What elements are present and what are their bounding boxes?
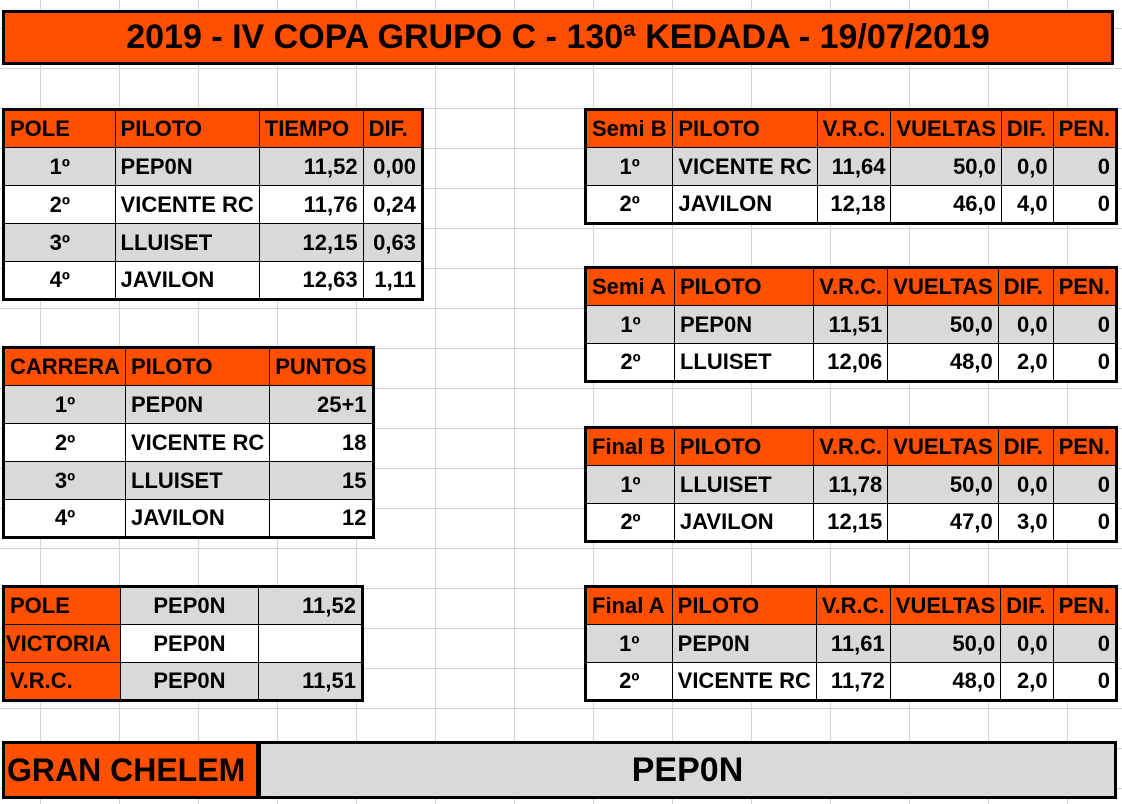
points-cell: 25+1	[270, 386, 373, 424]
vrc-cell: 12,18	[817, 186, 891, 224]
position-cell: 1º	[586, 466, 675, 504]
diff-cell: 0,0	[998, 306, 1053, 344]
vrc-cell: 11,78	[814, 466, 888, 504]
pole-header-label: POLE	[4, 110, 116, 148]
pole-header-tiempo: TIEMPO	[259, 110, 363, 148]
diff-cell: 0,0	[1001, 148, 1053, 186]
table-row	[4, 262, 423, 300]
table-row	[586, 344, 1117, 382]
final-a-header-vueltas: VUELTAS	[890, 587, 1000, 625]
final-b-header-piloto: PILOTO	[674, 428, 813, 466]
position-cell: 3º	[4, 462, 126, 500]
position-cell: 1º	[4, 148, 116, 186]
penalty-cell: 0	[1053, 504, 1116, 542]
summary-value: 11,52	[259, 587, 363, 625]
final-b-header-vueltas: VUELTAS	[888, 428, 998, 466]
semi-b-header-vrc: V.R.C.	[817, 110, 891, 148]
table-row	[586, 186, 1117, 224]
semi-a-header-label: Semi A	[586, 268, 675, 306]
final-b-header-label: Final B	[586, 428, 675, 466]
position-cell: 2º	[586, 186, 673, 224]
position-cell: 2º	[4, 186, 116, 224]
driver-cell: LLUISET	[674, 466, 813, 504]
position-cell: 1º	[586, 306, 675, 344]
race-header-piloto: PILOTO	[126, 348, 270, 386]
position-cell: 1º	[4, 386, 126, 424]
penalty-cell: 0	[1053, 306, 1116, 344]
table-row	[586, 504, 1117, 542]
semi-a-header-piloto: PILOTO	[674, 268, 813, 306]
driver-cell: JAVILON	[673, 186, 817, 224]
points-cell: 18	[270, 424, 373, 462]
final-b-table	[584, 426, 1118, 543]
summary-label: V.R.C.	[4, 663, 121, 701]
table-row	[4, 424, 374, 462]
diff-cell: 0,00	[363, 148, 422, 186]
pole-table-header	[4, 110, 423, 148]
race-header-puntos: PUNTOS	[270, 348, 373, 386]
table-row	[586, 625, 1117, 663]
laps-cell: 48,0	[890, 663, 1000, 701]
position-cell: 2º	[4, 424, 126, 462]
table-row	[4, 663, 363, 701]
diff-cell: 0,63	[363, 224, 422, 262]
pole-header-piloto: PILOTO	[115, 110, 259, 148]
sheet-title: 2019 - IV COPA GRUPO C - 130ª KEDADA - 19/07/2019	[2, 10, 1114, 65]
driver-cell: LLUISET	[674, 344, 813, 382]
laps-cell: 46,0	[891, 186, 1001, 224]
diff-cell: 0,0	[1001, 625, 1053, 663]
laps-cell: 50,0	[891, 148, 1001, 186]
diff-cell: 2,0	[1001, 663, 1053, 701]
driver-cell: VICENTE RC	[126, 424, 270, 462]
final-a-header-label: Final A	[586, 587, 673, 625]
semi-b-header-label: Semi B	[586, 110, 673, 148]
race-header-label: CARRERA	[4, 348, 126, 386]
driver-cell: PEP0N	[674, 306, 813, 344]
semi-b-header-piloto: PILOTO	[673, 110, 817, 148]
vrc-cell: 11,72	[816, 663, 890, 701]
summary-label: POLE	[4, 587, 121, 625]
driver-cell: VICENTE RC	[115, 186, 259, 224]
table-row	[4, 500, 374, 538]
laps-cell: 50,0	[888, 466, 998, 504]
table-row	[4, 148, 423, 186]
laps-cell: 47,0	[888, 504, 998, 542]
diff-cell: 4,0	[1001, 186, 1053, 224]
vrc-cell: 12,06	[814, 344, 888, 382]
driver-cell: VICENTE RC	[673, 148, 817, 186]
final-a-table	[584, 585, 1118, 702]
summary-value	[259, 625, 363, 663]
semi-b-header-pen: PEN.	[1053, 110, 1116, 148]
semi-a-table	[584, 266, 1118, 383]
final-b-header-dif: DIF.	[998, 428, 1053, 466]
laps-cell: 48,0	[888, 344, 998, 382]
final-b-header-pen: PEN.	[1053, 428, 1116, 466]
pole-header-dif: DIF.	[363, 110, 422, 148]
points-cell: 12	[270, 500, 373, 538]
final-a-header-piloto: PILOTO	[672, 587, 816, 625]
driver-cell: PEP0N	[115, 148, 259, 186]
semi-b-header-vueltas: VUELTAS	[891, 110, 1001, 148]
table-row	[4, 462, 374, 500]
table-row	[4, 386, 374, 424]
table-row	[586, 148, 1117, 186]
points-cell: 15	[270, 462, 373, 500]
penalty-cell: 0	[1053, 663, 1116, 701]
semi-b-table	[584, 108, 1118, 225]
diff-cell: 3,0	[998, 504, 1053, 542]
pole-table	[2, 108, 424, 301]
semi-b-header	[586, 110, 1117, 148]
table-row	[586, 663, 1117, 701]
race-table-header	[4, 348, 374, 386]
final-a-header-pen: PEN.	[1053, 587, 1116, 625]
table-row	[4, 186, 423, 224]
final-b-header-vrc: V.R.C.	[814, 428, 888, 466]
driver-cell: VICENTE RC	[672, 663, 816, 701]
penalty-cell: 0	[1053, 466, 1116, 504]
diff-cell: 1,11	[363, 262, 422, 300]
time-cell: 12,63	[259, 262, 363, 300]
position-cell: 4º	[4, 262, 116, 300]
semi-b-header-dif: DIF.	[1001, 110, 1053, 148]
position-cell: 1º	[586, 625, 673, 663]
penalty-cell: 0	[1053, 344, 1116, 382]
table-row	[4, 587, 363, 625]
vrc-cell: 12,15	[814, 504, 888, 542]
driver-cell: LLUISET	[126, 462, 270, 500]
final-a-header	[586, 587, 1117, 625]
semi-a-header	[586, 268, 1117, 306]
time-cell: 12,15	[259, 224, 363, 262]
driver-cell: PEP0N	[672, 625, 816, 663]
driver-cell: PEP0N	[126, 386, 270, 424]
final-b-header	[586, 428, 1117, 466]
driver-cell: LLUISET	[115, 224, 259, 262]
table-row	[4, 625, 363, 663]
table-row	[586, 306, 1117, 344]
semi-a-header-pen: PEN.	[1053, 268, 1116, 306]
semi-a-header-vrc: V.R.C.	[814, 268, 888, 306]
vrc-cell: 11,64	[817, 148, 891, 186]
summary-value: 11,51	[259, 663, 363, 701]
gran-chelem-label: GRAN CHELEM	[2, 741, 259, 799]
time-cell: 11,76	[259, 186, 363, 224]
laps-cell: 50,0	[888, 306, 998, 344]
summary-label: VICTORIA	[4, 625, 121, 663]
table-row	[4, 224, 423, 262]
time-cell: 11,52	[259, 148, 363, 186]
vrc-cell: 11,51	[814, 306, 888, 344]
race-table	[2, 346, 375, 539]
diff-cell: 0,0	[998, 466, 1053, 504]
position-cell: 1º	[586, 148, 673, 186]
position-cell: 2º	[586, 504, 675, 542]
position-cell: 4º	[4, 500, 126, 538]
position-cell: 3º	[4, 224, 116, 262]
diff-cell: 0,24	[363, 186, 422, 224]
vrc-cell: 11,61	[816, 625, 890, 663]
driver-cell: JAVILON	[115, 262, 259, 300]
diff-cell: 2,0	[998, 344, 1053, 382]
gran-chelem-winner: PEP0N	[258, 741, 1117, 799]
summary-driver: PEP0N	[120, 625, 258, 663]
summary-driver: PEP0N	[120, 663, 258, 701]
penalty-cell: 0	[1053, 148, 1116, 186]
table-row	[586, 466, 1117, 504]
position-cell: 2º	[586, 344, 675, 382]
semi-a-header-dif: DIF.	[998, 268, 1053, 306]
penalty-cell: 0	[1053, 186, 1116, 224]
final-a-header-vrc: V.R.C.	[816, 587, 890, 625]
summary-table	[2, 585, 364, 702]
final-a-header-dif: DIF.	[1001, 587, 1053, 625]
summary-driver: PEP0N	[120, 587, 258, 625]
semi-a-header-vueltas: VUELTAS	[888, 268, 998, 306]
driver-cell: JAVILON	[674, 504, 813, 542]
position-cell: 2º	[586, 663, 673, 701]
laps-cell: 50,0	[890, 625, 1000, 663]
driver-cell: JAVILON	[126, 500, 270, 538]
penalty-cell: 0	[1053, 625, 1116, 663]
